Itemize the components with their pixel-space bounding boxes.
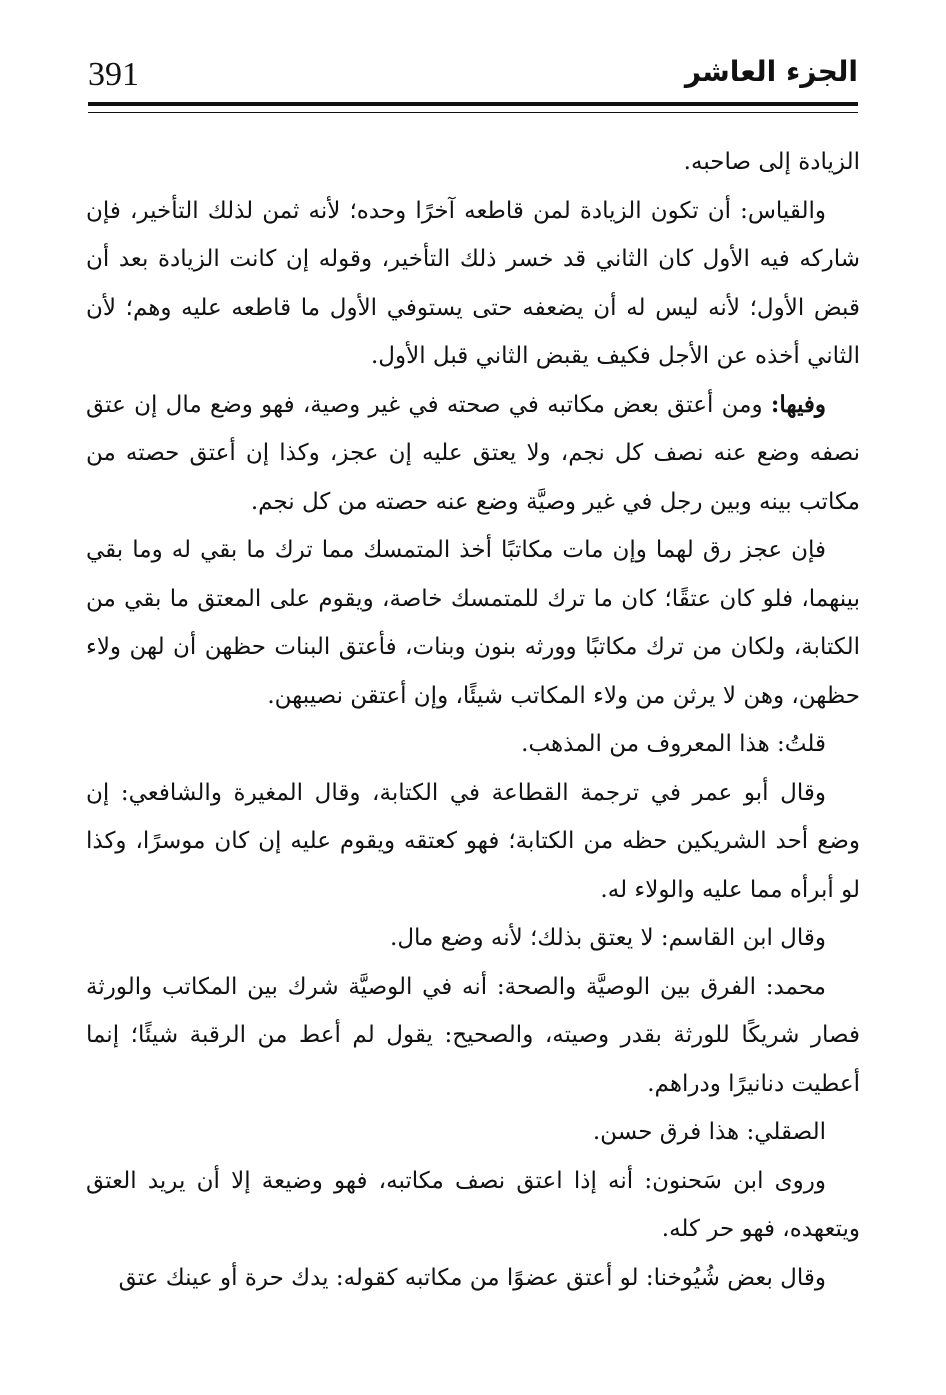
paragraph-text: ومن أعتق بعض مكاتبه في صحته في غير وصية، فهو وضع مال إن عتق نصفه وضع عنه نصف كل نجم، ولا يعتق عليه إن عجز، وكذا إن أعتق حصته من مكاتب بينه وبين رجل في غير وصيَّة وضع عنه حصته من كل نجم. xyxy=(86,391,860,515)
header-rule-thin xyxy=(88,112,858,113)
paragraph-5 xyxy=(86,720,860,769)
paragraph-text: محمد: الفرق بين الوصيَّة والصحة: أنه في الوصيَّة شرك بين المكاتب والورثة فصار شريكًا للورثة بقدر وصيته، والصحيح: يقول لم أعط من الرقبة شيئًا؛ إنما أعطيت دنانيرًا ودراهم. xyxy=(86,973,860,1097)
paragraph-9 xyxy=(86,1108,860,1157)
paragraph-6 xyxy=(86,769,860,915)
paragraph-text: وقال ابن القاسم: لا يعتق بذلك؛ لأنه وضع مال. xyxy=(390,925,826,951)
header-rule-thick xyxy=(88,102,858,106)
paragraph-text: والقياس: أن تكون الزيادة لمن قاطعه آخرًا وحده؛ لأنه ثمن لذلك التأخير، فإن شاركه فيه الأول كان الثاني قد خسر ذلك التأخير، وقوله إن كانت الزيادة بعد أن قبض الأول؛ لأنه ليس له أن يضعفه حتى يستوفي الأول ما قاطعه عليه وهم؛ لأن الثاني أخذه عن الأجل فكيف يقبض الثاني قبل الأول. xyxy=(86,197,860,369)
paragraph-text: وقال أبو عمر في ترجمة القطاعة في الكتابة، وقال المغيرة والشافعي: إن وضع أحد الشريكين حظه من الكتابة؛ فهو كعتقه ويقوم عليه إن كان موسرًا، وكذا لو أبرأه مما عليه والولاء له. xyxy=(86,779,860,903)
running-title: الجزء العاشر xyxy=(684,55,858,88)
paragraph-lead: وفيها: xyxy=(770,390,826,418)
paragraph-10 xyxy=(86,1157,860,1254)
paragraph-1 xyxy=(86,138,860,187)
paragraph-8 xyxy=(86,963,860,1109)
paragraph-7 xyxy=(86,914,860,963)
paragraph-text: الزيادة إلى صاحبه. xyxy=(683,149,860,175)
page-header xyxy=(88,40,858,102)
paragraph-text: وروى ابن سَحنون: أنه إذا اعتق نصف مكاتبه، فهو وضيعة إلا أن يريد العتق ويتعهده، فهو حر كله. xyxy=(86,1167,860,1242)
paragraph-3 xyxy=(86,381,860,527)
paragraph-2 xyxy=(86,187,860,381)
paragraph-text: وقال بعض شُيُوخنا: لو أعتق عضوًا من مكاتبه كقوله: يدك حرة أو عينك عتق xyxy=(118,1264,826,1291)
body-text xyxy=(86,138,860,1302)
page-number: 391 xyxy=(88,56,139,93)
paragraph-4 xyxy=(86,526,860,720)
paragraph-11 xyxy=(86,1254,860,1303)
paragraph-text: الصقلي: هذا فرق حسن. xyxy=(592,1119,826,1145)
paragraph-text: فإن عجز رق لهما وإن مات مكاتبًا أخذ المتمسك مما ترك ما بقي له وما بقي بينهما، فلو كان عتقًا؛ كان ما ترك للمتمسك خاصة، ويقوم على المعتق ما بقي من الكتابة، ولكان من ترك مكاتبًا وورثه بنون وبنات، فأعتق البنات حظهن أن لهن ولاء حظهن، وهن لا يرثن من ولاء المكاتب شيئًا، وإن أعتقن نصيبهن. xyxy=(86,537,860,709)
paragraph-text: قلتُ: هذا المعروف من المذهب. xyxy=(521,731,826,757)
